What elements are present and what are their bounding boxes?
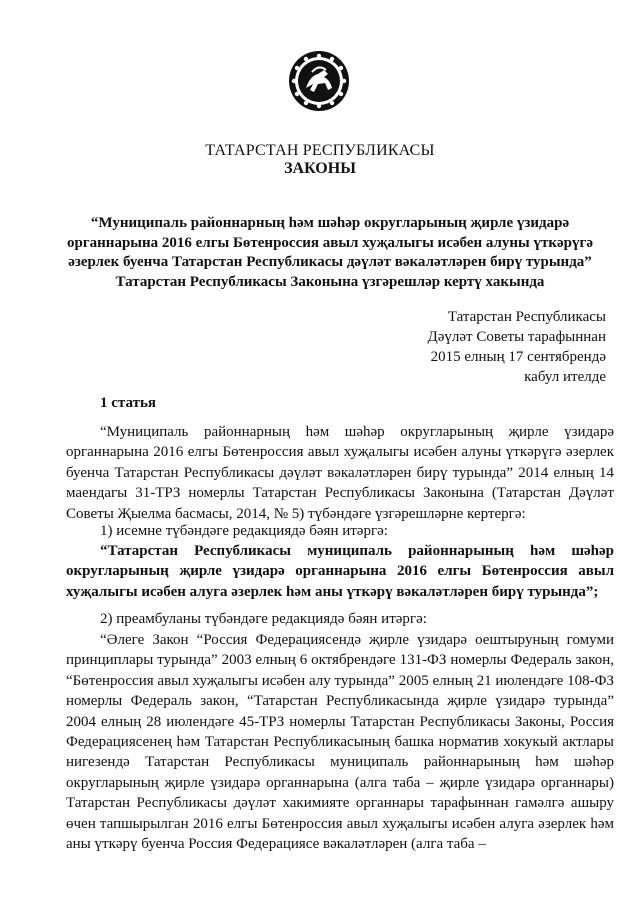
item-1-text: “Татарстан Республикасы муниципаль районнарының һәм шәһәр округларының җирле үзидарә органнарына 2016 елгы Бөтенроссия авыл хуҗалыгы исәбен алуга әзерлек һәм аны үткәрү вәкаләтләрен бирү турында”; xyxy=(66,543,614,600)
republic-heading: ТАТАРСТАН РЕСПУБЛИКАСЫ xyxy=(205,142,435,159)
law-heading: ЗАКОНЫ xyxy=(284,160,356,177)
coat-of-arms-emblem xyxy=(288,50,350,112)
adoption-line: Татарстан Республикасы xyxy=(447,309,606,325)
adoption-note xyxy=(428,307,606,387)
item-1-label: 1) исемне түбәндәге редакциядә бәян итәргә: xyxy=(100,523,388,539)
article-heading: 1 статья xyxy=(100,395,156,411)
adoption-line: кабул ителде xyxy=(524,369,606,385)
item-2-text: “Әлеге Закон “Россия Федерациясендә җирле үзидарә оештыруның гомуми принциплары турында” 2003 елның 6 октябрендәге 131-ФЗ номерлы Федераль закон, “Бөтенроссия авыл хуҗалыгы исәбен алу турында” 2005 елның 21 июлендәге 108-ФЗ номерлы Федераль закон, “Татарстан Республикасында җирле үзидарә турында” 2004 елның 28 июлендәге 45-ТРЗ номерлы Татарстан Республикасы Законы, Россия Федерациясенең һәм Татарстан Республикасының башка норматив хокукый актлары нигезендә Татарстан Республикасы муниципаль районнарының һәм шәһәр округларының җирле үзидарә органнарына (алга таба – җирле үзидарә органнары) Татарстан Республикасы дәүләт хакимияте органнары тарафыннан гамәлгә ашыру өчен тапшырылган 2016 елгы Бөтенроссия авыл хуҗалыгы исәбен алуга әзерлек һәм аны үткәрү буенча Россия Федерациясе вәкаләтләрен (алга таба – xyxy=(66,632,614,853)
item-2-label: 2) преамбуланы түбәндәге редакциядә бәян итәргә: xyxy=(100,611,427,627)
adoption-line: 2015 елның 17 сентябрендә xyxy=(430,349,606,365)
article-paragraph: “Муниципаль районнарның һәм шәһәр округларының җирле үзидарә органнарына 2016 елгы Бөтенроссия авыл хуҗалыгы исәбен алуны үткәрүгә әзерлек буенча Татарстан Республикасы дәүләт вәкаләтләрен бирү турында” 2014 елның 14 маендагы 31-ТРЗ номерлы Татарстан Республикасы Законына (Татарстан Дәүләт Советы Җыелма басмасы, 2014, № 5) түбәндәге үзгәрешләрне кертергә: xyxy=(66,424,614,522)
adoption-line: Дәүләт Советы тарафыннан xyxy=(427,329,606,345)
law-title: “Муниципаль районнарның һәм шәһәр округларының җирле үзидарә органнарына 2016 елгы Бөтенроссия авыл хуҗалыгы исәбен алуны үткәрүгә әзерлек буенча Татарстан Республикасы дәүләт вәкаләтләрен бирү турында” Татарстан Республикасы Законына үзгәрешләр кертү хакында xyxy=(67,215,593,290)
